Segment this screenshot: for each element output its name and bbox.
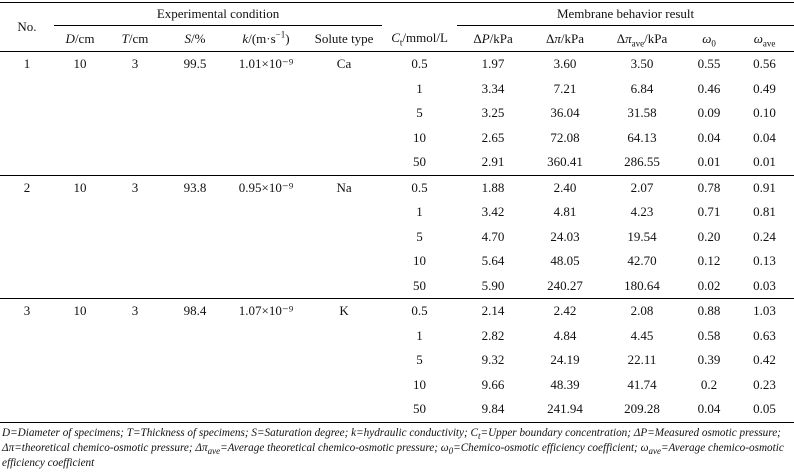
cell-empty: [226, 101, 306, 126]
cell-empty: [0, 397, 54, 422]
cell-concentration: 5: [416, 105, 423, 121]
cell-theoretical-pressure: 72.08: [550, 129, 580, 145]
cell-empty: [0, 126, 54, 151]
cell-empty: [106, 200, 164, 225]
table-row: [0, 150, 794, 175]
cell-empty: [306, 397, 382, 422]
cell-empty: [106, 274, 164, 299]
cell-average-efficiency: 0.03: [735, 274, 794, 299]
cell-concentration: 50: [382, 150, 457, 175]
cell-concentration: 1: [416, 80, 423, 96]
cell-average-efficiency: 0.04: [753, 129, 776, 145]
cell-theoretical-pressure: 241.94: [529, 397, 601, 422]
header-experimental-condition: Experimental condition: [54, 3, 382, 26]
cell-empty: [0, 150, 54, 175]
cell-average-pressure: 19.54: [627, 228, 657, 244]
cell-no: 2: [23, 179, 31, 195]
cell-theoretical-pressure: 24.19: [550, 352, 580, 368]
cell-average-efficiency: 0.91: [753, 179, 776, 195]
cell-theoretical-pressure: 3.60: [553, 56, 577, 72]
cell-measured-pressure: 2.82: [481, 327, 505, 343]
cell-theoretical-pressure: 360.41: [529, 150, 601, 175]
cell-average-efficiency: 0.10: [753, 105, 776, 121]
cell-efficiency: 0.04: [683, 397, 735, 422]
cell-theoretical-pressure: 7.21: [553, 80, 577, 96]
cell-empty: [106, 397, 164, 422]
cell-measured-pressure: 5.64: [481, 253, 505, 269]
col-header-efficiency: $\omega_0$: [683, 26, 735, 52]
cell-measured-pressure: 5.90: [457, 274, 529, 299]
cell-theoretical-pressure: 48.05: [550, 253, 580, 269]
cell-average-pressure: 64.13: [627, 129, 657, 145]
cell-efficiency: 0.02: [683, 274, 735, 299]
cell-average-pressure: 2.07: [630, 179, 654, 195]
cell-empty: [54, 348, 106, 373]
table-row: [0, 225, 794, 250]
cell-empty: [226, 225, 306, 250]
table-footnote: [2, 426, 794, 471]
cell-average-pressure: 180.64: [601, 274, 683, 299]
cell-measured-pressure: 3.42: [481, 204, 505, 220]
cell-average-efficiency: 0.24: [753, 228, 776, 244]
cell-solute-type: Na: [336, 179, 352, 195]
col-header-diameter: D/cm: [54, 26, 106, 52]
cell-empty: [164, 77, 226, 102]
cell-average-efficiency: 0.13: [753, 253, 776, 269]
cell-efficiency: 0.04: [697, 129, 721, 145]
cell-empty: [106, 150, 164, 175]
cell-empty: [164, 274, 226, 299]
cell-saturation: 99.5: [183, 56, 207, 72]
cell-thickness: 3: [131, 303, 139, 319]
cell-measured-pressure: 4.70: [481, 228, 505, 244]
cell-average-efficiency: 0.01: [735, 150, 794, 175]
cell-diameter: 10: [73, 303, 87, 319]
table-row: [0, 274, 794, 299]
cell-empty: [226, 126, 306, 151]
cell-empty: [306, 126, 382, 151]
cell-measured-pressure: 3.25: [481, 105, 505, 121]
cell-empty: [0, 373, 54, 398]
header-membrane-behavior: Membrane behavior result: [457, 3, 794, 26]
cell-average-pressure: 42.70: [627, 253, 657, 269]
cell-efficiency: 0.88: [697, 303, 721, 319]
cell-conductivity: 1.01×10⁻⁹: [238, 56, 294, 72]
cell-empty: [0, 324, 54, 349]
cell-efficiency: 0.09: [697, 105, 721, 121]
cell-theoretical-pressure: 2.40: [553, 179, 577, 195]
col-header-solute-type: Solute type: [306, 26, 382, 52]
cell-empty: [226, 324, 306, 349]
cell-theoretical-pressure: 240.27: [529, 274, 601, 299]
cell-empty: [226, 397, 306, 422]
cell-average-pressure: 41.74: [627, 376, 657, 392]
table-row: [0, 101, 794, 126]
cell-average-pressure: 4.23: [630, 204, 654, 220]
table-row: [0, 373, 794, 398]
cell-concentration: 0.5: [411, 179, 428, 195]
cell-diameter: 10: [73, 56, 87, 72]
cell-empty: [306, 150, 382, 175]
cell-concentration: 0.5: [411, 56, 428, 72]
cell-average-pressure: 6.84: [630, 80, 654, 96]
cell-empty: [306, 324, 382, 349]
cell-empty: [54, 274, 106, 299]
col-header-concentration: $C_t/mmol/L$: [382, 26, 457, 52]
cell-efficiency: 0.01: [683, 150, 735, 175]
cell-empty: [54, 101, 106, 126]
cell-efficiency: 0.20: [697, 228, 721, 244]
cell-empty: [0, 200, 54, 225]
cell-empty: [164, 150, 226, 175]
cell-empty: [106, 348, 164, 373]
results-table: [0, 2, 794, 423]
cell-concentration: 5: [416, 228, 423, 244]
table-row: [0, 249, 794, 274]
cell-empty: [106, 373, 164, 398]
cell-empty: [164, 200, 226, 225]
cell-empty: [106, 225, 164, 250]
cell-empty: [226, 249, 306, 274]
table-row: [0, 397, 794, 422]
cell-average-pressure: 22.11: [627, 352, 657, 368]
cell-measured-pressure: 9.84: [457, 397, 529, 422]
cell-average-pressure: 31.58: [627, 105, 657, 121]
cell-empty: [54, 126, 106, 151]
cell-average-efficiency: 0.42: [753, 352, 776, 368]
col-header-conductivity: $k/(m\cdot s^{-1})$: [226, 26, 306, 52]
cell-empty: [164, 101, 226, 126]
cell-empty: [106, 324, 164, 349]
cell-empty: [54, 150, 106, 175]
cell-empty: [226, 274, 306, 299]
cell-average-efficiency: 0.49: [753, 80, 776, 96]
cell-concentration: 10: [413, 376, 427, 392]
cell-empty: [54, 200, 106, 225]
cell-empty: [164, 249, 226, 274]
cell-empty: [54, 324, 106, 349]
col-header-thickness: T/cm: [106, 26, 164, 52]
cell-empty: [54, 249, 106, 274]
cell-empty: [0, 249, 54, 274]
cell-average-pressure: 3.50: [630, 56, 654, 72]
cell-empty: [54, 373, 106, 398]
cell-empty: [106, 77, 164, 102]
cell-average-efficiency: 0.05: [735, 397, 794, 422]
cell-empty: [226, 348, 306, 373]
cell-empty: [306, 225, 382, 250]
cell-average-pressure: 209.28: [601, 397, 683, 422]
cell-concentration: 5: [416, 352, 423, 368]
table-row: [0, 348, 794, 373]
cell-empty: [164, 348, 226, 373]
cell-theoretical-pressure: 48.39: [550, 376, 580, 392]
col-header-theoretical-pressure: Δπ/kPa: [529, 26, 601, 52]
cell-efficiency: 0.2: [700, 376, 718, 392]
cell-theoretical-pressure: 24.03: [550, 228, 580, 244]
cell-theoretical-pressure: 2.42: [553, 303, 577, 319]
cell-empty: [306, 200, 382, 225]
cell-empty: [164, 324, 226, 349]
cell-measured-pressure: 2.14: [481, 303, 505, 319]
cell-concentration: 50: [382, 397, 457, 422]
cell-average-efficiency: 0.23: [753, 376, 776, 392]
table-row: [0, 126, 794, 151]
cell-empty: [164, 225, 226, 250]
cell-average-efficiency: 0.81: [753, 204, 776, 220]
header-no: No.: [0, 3, 54, 52]
cell-theoretical-pressure: 4.84: [553, 327, 577, 343]
cell-empty: [164, 397, 226, 422]
cell-measured-pressure: 2.65: [481, 129, 505, 145]
cell-measured-pressure: 9.66: [481, 376, 505, 392]
cell-measured-pressure: 1.97: [481, 56, 505, 72]
col-header-saturation: S/%: [164, 26, 226, 52]
col-header-average-efficiency: $\omega_{ave}$: [735, 26, 794, 52]
cell-solute-type: Ca: [336, 56, 352, 72]
cell-empty: [0, 77, 54, 102]
col-header-measured-pressure: ΔP/kPa: [457, 26, 529, 52]
cell-concentration: 10: [413, 129, 427, 145]
cell-empty: [106, 101, 164, 126]
cell-measured-pressure: 2.91: [457, 150, 529, 175]
cell-theoretical-pressure: 36.04: [550, 105, 580, 121]
cell-empty: [54, 397, 106, 422]
cell-empty: [0, 101, 54, 126]
cell-solute-type: K: [339, 303, 349, 319]
cell-empty: [226, 373, 306, 398]
cell-empty: [226, 150, 306, 175]
cell-empty: [106, 249, 164, 274]
cell-empty: [0, 274, 54, 299]
footnote-text: D=Diameter of specimens; T=Thickness of specimens; S=Saturation degree; k=hydraulic conductivity; $C_t=Upper$ boundary concentration; ΔP=Measured osmotic pressure; Δπ=theoretical chemico-osmotic pressure; $\Delta\pi_{ave}=Average$ theoretical chemico-osmotic pressure; $\omega_0=Chemico$-osmotic efficiency coefficient; $\omega_{ave}=Average$ chemico-osmotic efficiency coefficient: [2, 427, 784, 469]
cell-diameter: 10: [73, 179, 87, 195]
cell-empty: [306, 373, 382, 398]
cell-empty: [306, 274, 382, 299]
cell-efficiency: 0.55: [697, 56, 721, 72]
cell-efficiency: 0.39: [697, 352, 721, 368]
cell-measured-pressure: 9.32: [481, 352, 505, 368]
cell-empty: [164, 126, 226, 151]
cell-measured-pressure: 3.34: [481, 80, 505, 96]
cell-concentration: 0.5: [411, 303, 428, 319]
cell-conductivity: 1.07×10⁻⁹: [238, 303, 294, 319]
cell-concentration: 50: [382, 274, 457, 299]
cell-empty: [306, 249, 382, 274]
cell-efficiency: 0.46: [697, 80, 721, 96]
cell-average-efficiency: 0.63: [753, 327, 776, 343]
cell-empty: [164, 373, 226, 398]
cell-no: 1: [23, 56, 31, 72]
cell-empty: [306, 348, 382, 373]
cell-average-efficiency: 1.03: [753, 303, 776, 319]
cell-empty: [54, 77, 106, 102]
cell-efficiency: 0.71: [697, 204, 721, 220]
cell-efficiency: 0.78: [697, 179, 721, 195]
cell-empty: [306, 77, 382, 102]
col-header-average-pressure: $\Delta\pi_{ave}$/kPa: [601, 26, 683, 52]
cell-empty: [54, 225, 106, 250]
table-row: [0, 175, 794, 200]
cell-saturation: 98.4: [183, 303, 207, 319]
cell-saturation: 93.8: [183, 179, 207, 195]
table-row: [0, 299, 794, 324]
cell-empty: [226, 200, 306, 225]
cell-efficiency: 0.58: [697, 327, 721, 343]
cell-average-pressure: 2.08: [630, 303, 654, 319]
cell-average-pressure: 4.45: [630, 327, 654, 343]
table-row: [0, 200, 794, 225]
cell-empty: [226, 77, 306, 102]
cell-measured-pressure: 1.88: [481, 179, 505, 195]
cell-conductivity: 0.95×10⁻⁹: [238, 179, 294, 195]
cell-thickness: 3: [131, 179, 139, 195]
cell-no: 3: [23, 303, 31, 319]
cell-concentration: 10: [413, 253, 427, 269]
cell-thickness: 3: [131, 56, 139, 72]
cell-efficiency: 0.12: [697, 253, 721, 269]
cell-theoretical-pressure: 4.81: [553, 204, 577, 220]
cell-concentration: 1: [416, 327, 423, 343]
cell-average-efficiency: 0.56: [753, 56, 776, 72]
cell-average-pressure: 286.55: [601, 150, 683, 175]
cell-empty: [0, 225, 54, 250]
cell-empty: [0, 348, 54, 373]
table-row: [0, 77, 794, 102]
table-row: [0, 52, 794, 77]
cell-empty: [306, 101, 382, 126]
cell-empty: [106, 126, 164, 151]
table-row: [0, 324, 794, 349]
cell-concentration: 1: [416, 204, 423, 220]
